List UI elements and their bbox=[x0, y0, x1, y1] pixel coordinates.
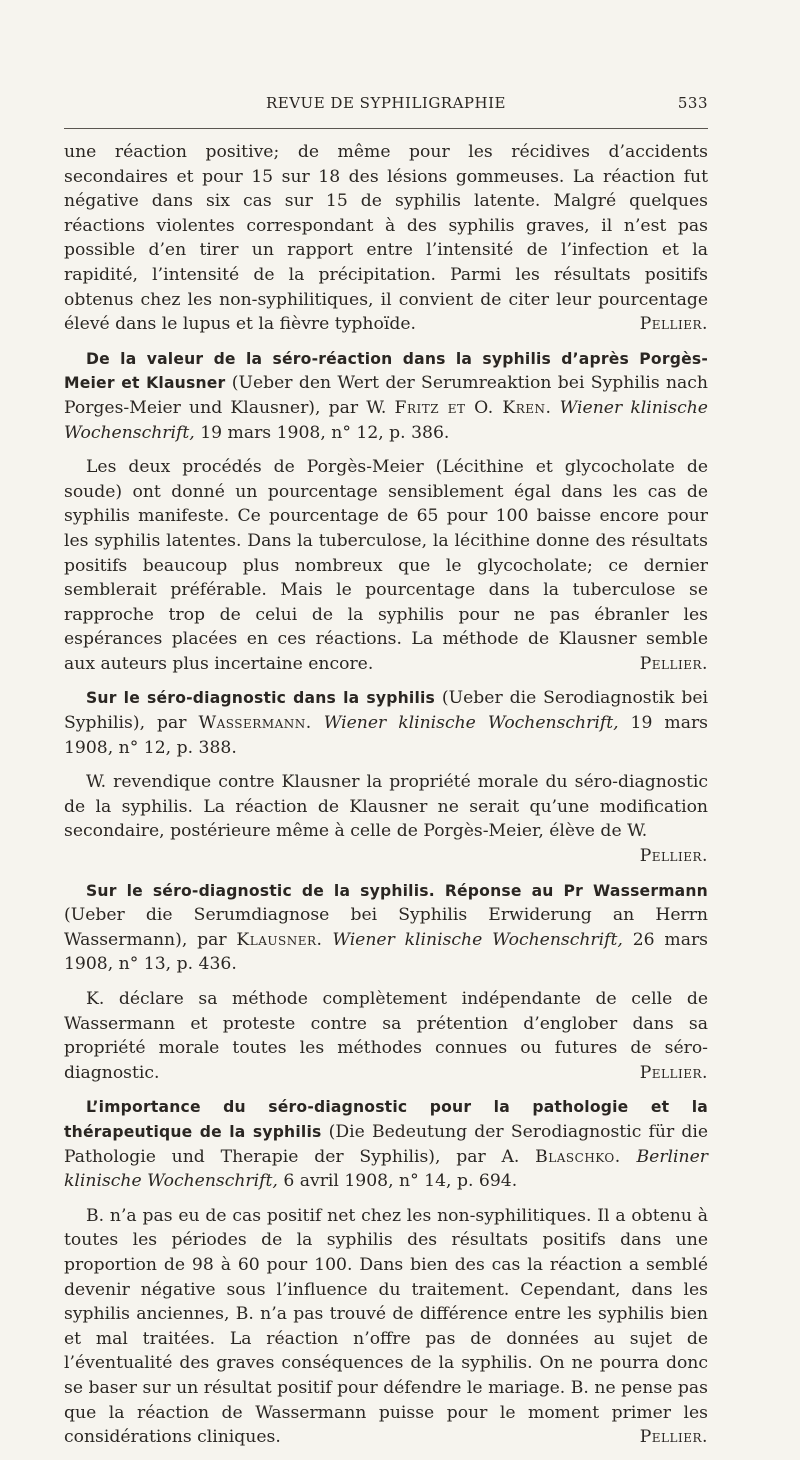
article-author: Klausner. bbox=[236, 929, 323, 950]
article-citation: 19 mars 1908, n° 12, p. 388. bbox=[64, 713, 708, 758]
article-heading: L’importance du séro-diagnostic pour la pathologie et la thérapeutique de la syphilis bbox=[64, 1098, 708, 1141]
page-number: 533 bbox=[677, 94, 708, 112]
article-citation: 6 avril 1908, n° 14, p. 694. bbox=[277, 1171, 518, 1192]
article-ref-text: (Die Bedeutung der Serodiagnostic für die Pathologie und Therapie der Syphilis), par A. bbox=[64, 1121, 709, 1167]
article-reference bbox=[64, 347, 708, 445]
article-journal: Wiener klinische Wochenschrift, bbox=[311, 713, 619, 734]
article-ref-text: (Ueber die Serodiagnostik bei Syphilis), par bbox=[64, 688, 709, 734]
article-ref-text: (Ueber die Serumdiagnose bei Syphilis Erwiderung an Herrn Wassermann), par bbox=[64, 905, 708, 950]
signature: Pellier. bbox=[639, 314, 708, 335]
article-author: Wassermann. bbox=[198, 713, 312, 734]
article-journal: Wiener klinische Wochenschrift, bbox=[322, 929, 623, 950]
article-journal: Wiener klinische Wochenschrift, bbox=[64, 397, 708, 443]
article-summary bbox=[64, 1204, 708, 1450]
summary-text: Les deux procédés de Porgès-Meier (Lécithine et glycocholate de soude) ont donné un pourcentage sensiblement égal dans les cas de syphilis manifeste. Ce pourcentage de 65 pour 100 baisse encore pour les syphilis latentes. Dans la tuberculose, la lécithine donne des résultats positifs beaucoup plus nombreux que le glycocholate; ce dernier semblerait préférable. Mais le pourcentage dans la tuberculose se rapproche trop de celui de la syphilis pour ne pas ébranler les espérances placées en ces réactions. La méthode de Klausner semble aux auteurs plus incertaine encore. bbox=[64, 457, 708, 674]
article-journal: Berliner klinische Wochenschrift, bbox=[64, 1146, 708, 1192]
article-summary bbox=[64, 770, 708, 868]
article-reference bbox=[64, 1095, 708, 1193]
article-author: Fritz et O. Kren. bbox=[394, 397, 552, 418]
summary-text: K. déclare sa méthode complètement indépendante de celle de Wassermann et proteste contre sa prétention d’englober dans sa propriété morale toutes les méthodes connues ou futures de séro-diagnostic. bbox=[64, 989, 708, 1083]
article-citation: 19 mars 1908, n° 12, p. 386. bbox=[194, 422, 450, 443]
article-reference bbox=[64, 879, 708, 977]
article-author: Blaschko. bbox=[535, 1146, 621, 1167]
article-ref-text: (Ueber den Wert der Serumreaktion bei Syphilis nach Porges-Meier und Klausner), par W. bbox=[64, 373, 708, 418]
article-heading: Sur le séro-diagnostic dans la syphilis bbox=[86, 689, 436, 708]
signature: Pellier. bbox=[639, 1427, 708, 1448]
signature: Pellier. bbox=[639, 1062, 708, 1083]
running-title: REVUE DE SYPHILIGRAPHIE bbox=[265, 94, 506, 112]
summary-text: W. revendique contre Klausner la propriété morale du séro-diagnostic de la syphilis. La réaction de Klausner ne serait qu’une modification secondaire, postérieure même à celle de Porgès-Meier, élève de W. bbox=[64, 772, 708, 842]
article-reference bbox=[64, 686, 708, 760]
article-citation: 26 mars 1908, n° 13, p. 436. bbox=[64, 929, 708, 975]
continued-paragraph bbox=[64, 140, 708, 337]
article-heading: De la valeur de la séro-réaction dans la syphilis d’après Porgès-Meier et Klausner bbox=[64, 349, 708, 393]
signature: Pellier. bbox=[639, 846, 708, 867]
article-summary bbox=[64, 455, 708, 676]
paragraph-text: une réaction positive; de même pour les récidives d’accidents secondaires et pour 15 sur 18 des lésions gommeuses. La réaction fut négative dans six cas sur 15 de syphilis latente. Malgré quelques réactions violentes correspondant à des syphilis graves, il n’est pas possible d’en tirer un rapport entre l’intensité de l’infection et la rapidité, l’intensité de la précipitation. Parmi les résultats positifs obtenus chez les non-syphilitiques, il convient de citer leur pourcentage élevé dans le lupus et la fièvre typhoïde. bbox=[64, 142, 708, 335]
running-header bbox=[64, 94, 708, 112]
header-rule bbox=[64, 128, 708, 129]
signature: Pellier. bbox=[639, 653, 708, 674]
article-summary bbox=[64, 987, 708, 1085]
article-heading: Sur le séro-diagnostic de la syphilis. Réponse au Pr Wassermann bbox=[86, 881, 708, 900]
summary-text: B. n’a pas eu de cas positif net chez les non-syphilitiques. Il a obtenu à toutes les périodes de la syphilis des résultats positifs dans une proportion de 98 à 60 pour 100. Dans bien des cas la réaction a semblé devenir négative sous l’influence du traitement. Cependant, dans les syphilis anciennes, B. n’a pas trouvé de différence entre les syphilis bien et mal traitées. La réaction n’offre pas de données au sujet de l’éventualité des graves conséquences de la syphilis. On ne pourra donc se baser sur un résultat positif pour défendre le mariage. B. ne pense pas que la réaction de Wassermann puisse pour le moment primer les considérations cliniques. bbox=[64, 1205, 708, 1448]
page-body bbox=[64, 140, 708, 1460]
